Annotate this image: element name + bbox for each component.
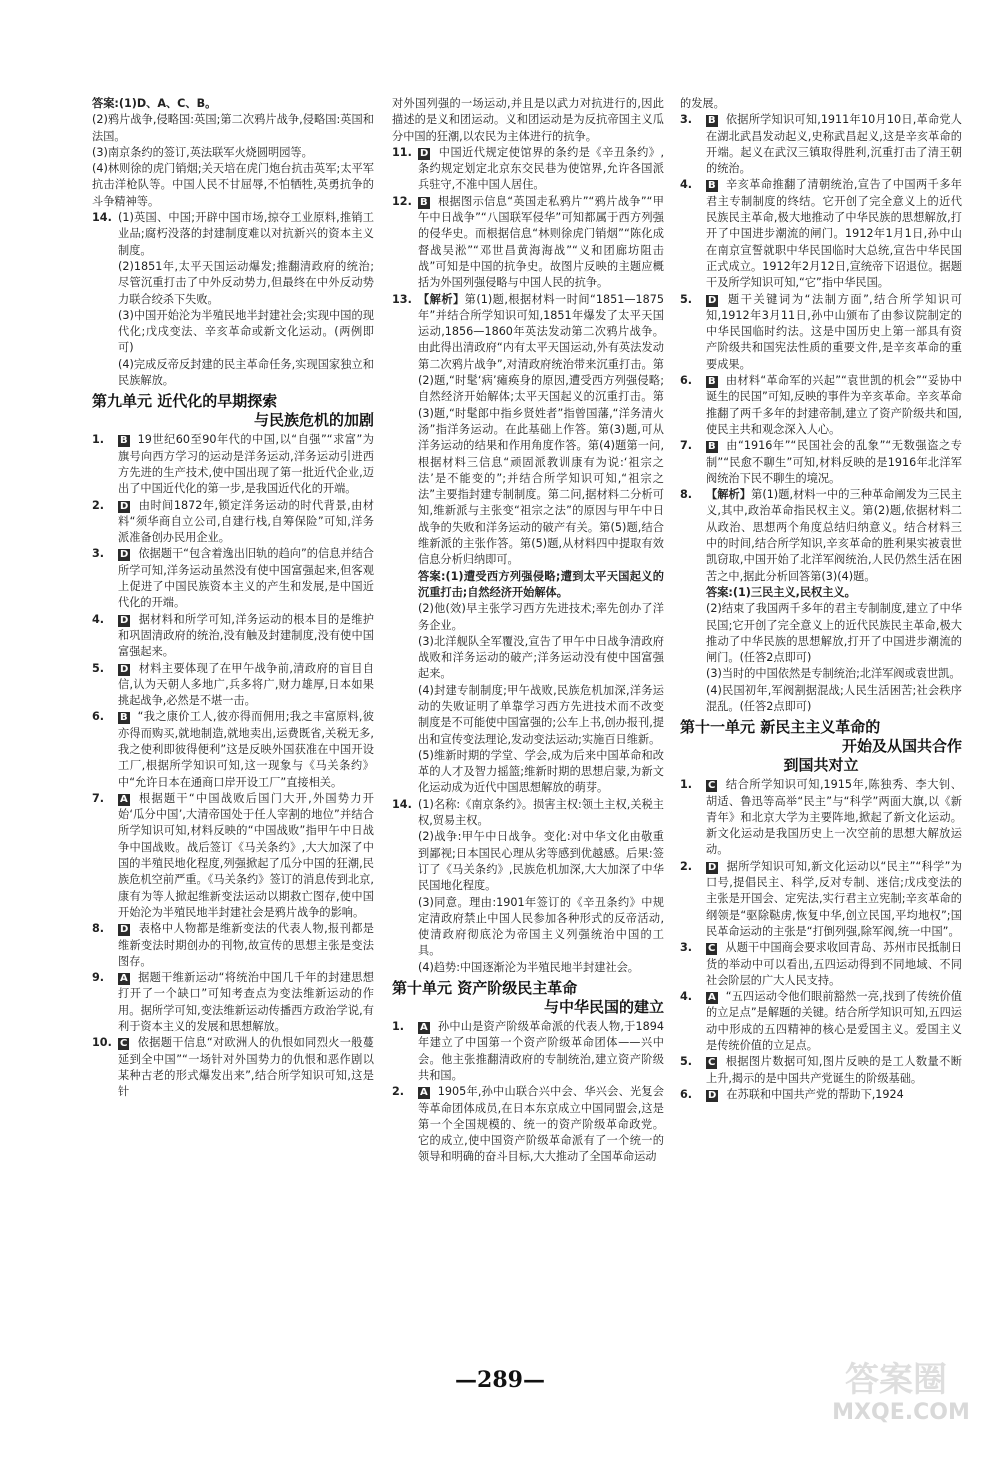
- question-item: [92, 546, 374, 611]
- question-number: 6.: [680, 374, 693, 388]
- question-number: 9.: [92, 971, 105, 985]
- question-item: [92, 498, 374, 547]
- question-item: [392, 1084, 664, 1165]
- answer-explanation: 依据题干信息“对欧洲人的仇恨如同烈火一般蔓延到全中国”“一场针对外国势力的仇恨和恶作剧以某种古老的形式爆发出来”,结合所学知识可知,这是针: [118, 1036, 374, 1099]
- question-number: 11.: [392, 145, 412, 159]
- answer-line: 答案:(1)D、A、C、B。: [92, 97, 217, 110]
- answer-option-badge: B: [120, 712, 128, 724]
- answer-option-badge: D: [708, 294, 717, 306]
- unit-title-line: 与民族危机的加剧: [253, 411, 374, 430]
- answer-option-badge: A: [420, 1022, 428, 1034]
- question-item: [680, 940, 962, 989]
- question-number: 5.: [680, 1055, 693, 1069]
- question-item: [92, 709, 374, 790]
- answer-line: (4)民国初年,军阀割据混战;人民生活困苦;社会秩序混乱。(任答2点即可): [706, 683, 962, 713]
- answer-option-badge: C: [120, 1038, 128, 1050]
- watermark-logo: 答案圈: [845, 1360, 947, 1400]
- answer-line: (2)结束了我国两千多年的君主专制制度,建立了中华民国;它开创了完全意义上的近代民族民主革命,极大推动了中华民族的思想解放,打开了中国进步潮流的闸门。(任答2点即可): [706, 602, 962, 665]
- answer-line: 答案:(1)遭受西方列强侵略;遭到太平天国起义的沉重打击;自然经济开始解体。: [418, 569, 664, 599]
- answer-explanation: 由“1916年”“民国社会的乱象”“无数强盗之专制”“民愈不聊生”可知,材料反映的是1916年北洋军阀统治下民不聊生的境况。: [706, 439, 962, 485]
- answer-option-badge: D: [120, 663, 129, 675]
- answer-explanation: “五四运动令他们眼前豁然一亮,找到了传统价值的立足点”是解题的关键。结合所学知识可知,五四运动中形成的五四精神的核心是爱国主义。爱国主义是传统价值的立足点。: [706, 990, 962, 1053]
- answer-explanation: 据所学知识可知,新文化运动以“民主”“科学”为口号,提倡民主、科学,反对专制、迷信;戊戌变法的主张是开国会、定宪法,实行君主立宪制;辛亥革命的纲领是“驱除鞑虏,恢复中华,创立民国,平均地权”;国民革命运动的主张是“打倒列强,除军阀,统一中国”。: [706, 859, 962, 938]
- question-item: [680, 438, 962, 487]
- answer-option-badge: A: [120, 793, 128, 805]
- answer-line: (3)北洋舰队全军覆没,宣告了甲午中日战争清政府战败和洋务运动的破产;洋务运动没有使中国富强起来。: [418, 634, 664, 681]
- question-number: 3.: [680, 113, 693, 127]
- unit-heading-10: [392, 979, 664, 1017]
- question-item: [92, 661, 374, 710]
- question-number: 3.: [92, 547, 105, 561]
- analysis-tag: 【解析】: [706, 488, 752, 502]
- answer-part: (3)同意。理由:1901年签订的《辛丑条约》中规定清政府禁止中国人民参加各种形式的反帝活动,使清政府彻底沦为帝国主义列强统治中国的工具。: [418, 895, 664, 958]
- question-number: 1.: [92, 433, 105, 447]
- question-13: [392, 292, 664, 797]
- answer-explanation: 中国近代规定使馆界的条约是《辛丑条约》,条约规定划定北京东交民巷为使馆界,允许各国派兵驻守,不准中国人居住。: [418, 145, 664, 192]
- answer-part: (3)中国开始沦为半殖民地半封建社会;实现中国的现代化;戊戌变法、辛亥革命或新文化运动。(两例即可): [118, 308, 374, 355]
- answer-explanation: 19世纪60至90年代的中国,以“自强”“求富”为旗号向西方学习的运动是洋务运动,洋务运动引进西方先进的生产技术,使中国出现了第一批近代企业,迈出了中国近代化的第一步,是我国近代化的开端。: [118, 433, 374, 496]
- unit-title-line: 与中华民国的建立: [543, 998, 664, 1017]
- analysis-text: 第(1)题,材料一中的三种革命阐发为三民主义,其中,政治革命指民权主义。第(2)题,依据材料二从政治、思想两个角度总结归纳意义。结合材料三中的时间,结合所学知识,辛亥革命的胜利果实被袁世凯窃取,中国开始了北洋军阀统治,人民仍然生活在困苦之中,据此分析回答第(3)(4)题。: [706, 488, 962, 583]
- answer-option-badge: C: [708, 1057, 716, 1069]
- question-14: [92, 210, 374, 389]
- question-number: 2.: [392, 1085, 405, 1099]
- answer-option-badge: C: [708, 943, 716, 955]
- answer-option-badge: D: [120, 924, 129, 936]
- question-number: 8.: [680, 488, 693, 502]
- question-item: [392, 1019, 664, 1084]
- answer-option-badge: B: [708, 180, 716, 192]
- question-item: [680, 859, 962, 940]
- answer-part: (4)趋势:中国逐渐沦为半殖民地半封建社会。: [418, 960, 639, 974]
- unit-heading-9: [92, 392, 374, 430]
- question-14: [392, 797, 664, 976]
- answer-explanation: 据题干维新运动“将统治中国几千年的封建思想打开了一个缺口”可知考查点为变法维新运动的作用。据所学可知,变法维新运动传播西方政治学说,有利于资本主义的发展和思想解放。: [118, 971, 374, 1034]
- question-number: 1.: [392, 1020, 405, 1034]
- answer-line: (4)林则徐的虎门销烟;关天培在虎门炮台抗击英军;太平军抗击洋枪队等。中国人民不甘屈辱,不怕牺牲,英勇抗争的斗争精神等。: [92, 162, 374, 208]
- question-number: 5.: [680, 292, 693, 306]
- question-number: 14.: [392, 797, 412, 811]
- question-number: 7.: [92, 791, 105, 805]
- analysis-text: 第(1)题,根据材料一时间“1851—1875年”并结合所学知识可知,1851年爆发了太平天国运动,1856—1860年英法发动第二次鸦片战争。由此得出清政府“内有太平天国运动,外有英法发动第二次鸦片战争”,对清政府统治带来沉重打击。第(2)题,“时髦‘病’瘫痪身的原因,遭受西方列强侵略;自然经济开始解体;太平天国起义的沉重打击。第(3)题,“时髦郎中指乡贤姓者”指曾国藩,“洋务清火汤”指洋务运动。在此基础上作答。第(3)题,可从洋务运动的结果和作用角度作答。第(4)题第一问,根据材料三信息“顽固派教训康有为说:‘祖宗之法’是不能变的”;并结合所学知识可知,“祖宗之法”主要指封建专制制度。第二问,据材料二分析可知,维新派与主张变“祖宗之法”的原因与甲午中日战争的失败和洋务运动的破产有关。第(5)题,结合维新派的主张作答。第(5)题,从材料四中提取有效信息分析归纳即可。: [418, 292, 664, 567]
- answer-option-badge: B: [708, 115, 716, 127]
- analysis-tag: 【解析】: [418, 292, 465, 306]
- answer-explanation: 1905年,孙中山联合兴中会、华兴会、光复会等革命团体成员,在日本东京成立中国同盟会,这是第一个全国规模的、统一的资产阶级革命政党。它的成立,使中国资产阶级革命派有了一个统一的领导和明确的奋斗目标,大大推动了全国革命运动: [418, 1085, 664, 1164]
- answer-block-top: [92, 96, 374, 210]
- question-number: 4.: [680, 990, 693, 1004]
- answer-explanation: 据材料和所学可知,洋务运动的根本目的是维护和巩固清政府的统治,没有触及封建制度,没有使中国富强起来。: [118, 612, 374, 659]
- answer-option-badge: C: [708, 780, 716, 792]
- unit-title-line: 第十单元 资产阶级民主革命: [392, 979, 578, 998]
- answer-option-badge: B: [708, 376, 716, 388]
- question-item: [680, 1087, 962, 1103]
- answer-part: (1)英国、中国;开辟中国市场,掠夺工业原料,推销工业品;腐朽没落的封建制度难以对抗新兴的资本主义制度。: [118, 211, 374, 257]
- answer-option-badge: D: [708, 861, 717, 873]
- answer-option-badge: D: [120, 500, 129, 512]
- question-item: [92, 432, 374, 497]
- question-number: 5.: [92, 661, 105, 675]
- answer-explanation: 由材料“革命军的兴起”“袁世凯的机会”“妥协中诞生的民国”可知,反映的事件为辛亥革命。辛亥革命推翻了两千多年的封建帝制,建立了资产阶级共和国,使民主共和观念深入人心。: [706, 374, 962, 436]
- question-number: 8.: [92, 922, 105, 936]
- question-item: [92, 970, 374, 1035]
- answer-explanation: 辛亥革命推翻了清朝统治,宣告了中国两千多年君主专制制度的终结。它开创了完全意义上的近代民族民主革命,极大地推动了中华民族的思想解放,打开了中国进步潮流的闸门。1912年1月1日,孙中山在南京宣誓就职中华民国临时大总统,宣告中华民国正式成立。1912年2月12日,宣统帝下诏退位。据题干及所学知识可知,“它”指中华民国。: [706, 178, 962, 290]
- answer-explanation: “我之康价工人,彼亦得而佣用;我之丰富原料,彼亦得而购买,就地制造,就地卖出,运费既省,关税无多,我之使利即彼得便利”这是反映外国获准在中国开设工厂,根据所学知识可知,这一现象与《马关条约》中“允许日本在通商口岸开设工厂”直接相关。: [118, 710, 374, 789]
- column-middle: [392, 96, 664, 1166]
- answer-explanation: 题干关键词为“法制方面”,结合所学知识可知,1912年3月11日,孙中山颁布了由参议院制定的中华民国临时约法。这是中国历史上第一部具有资产阶级共和国宪法性质的重要文件,是辛亥革命的重要成果。: [706, 292, 962, 371]
- answer-part: (1)名称:《南京条约》。损害主权:领土主权,关税主权,贸易主权。: [418, 797, 664, 828]
- column-left: [92, 96, 374, 1101]
- answer-line: (2)他(效)早主张学习西方先进技术;率先创办了洋务企业。: [418, 602, 664, 632]
- answer-explanation: 依据所学知识可知,1911年10月10日,革命党人在湖北武昌发动起义,史称武昌起义,这是辛亥革命的开端。起义在武汉三镇取得胜利,沉重打击了清王朝的统治。: [706, 113, 962, 176]
- unit-heading-11: [680, 718, 962, 775]
- question-item: [680, 989, 962, 1054]
- continued-text: 的发展。: [680, 97, 725, 110]
- question-item: [680, 292, 962, 373]
- question-number: 12.: [392, 194, 412, 208]
- unit-title-line: 到国共对立: [783, 756, 859, 775]
- unit-title-line: 开始及从国共合作: [841, 737, 962, 756]
- question-number: 13.: [392, 292, 412, 306]
- answer-explanation: 根据图示信息“英国走私鸦片”“鸦片战争”“甲午中日战争”“八国联军侵华”可知都属于西方列强的侵华史。而根据信息“林则徐虎门销烟”“陈化成督战吴淞”“邓世昌黄海海战”“义和团廊坊阻击战”可知是中国的抗争史。故图片反映的主题应概括为外国列强侵略与中国人民的抗争。: [418, 194, 664, 290]
- answer-explanation: 依据题干“包含着逸出旧轨的趋向”的信息并结合所学可知,洋务运动虽然没有使中国富强起来,但客观上促进了中国民族资本主义的产生和发展,是中国近代化的开端。: [118, 547, 374, 610]
- answer-option-badge: A: [120, 973, 128, 985]
- question-number: 2.: [680, 859, 693, 873]
- question-number: 3.: [680, 941, 693, 955]
- unit-title-line: 第九单元 近代化的早期探索: [92, 392, 278, 411]
- question-item: [680, 177, 962, 291]
- answer-explanation: 孙中山是资产阶级革命派的代表人物,于1894年建立了中国第一个资产阶级革命团体——兴中会。他主张推翻清政府的专制统治,建立资产阶级共和国。: [418, 1020, 664, 1082]
- question-8: [680, 487, 962, 715]
- question-item: [680, 1054, 962, 1087]
- question-item: [92, 612, 374, 661]
- continued-text: 对外国列强的一场运动,并且是以武力对抗进行的,因此描述的是义和团运动。义和团运动是为反抗帝国主义瓜分中国的狂潮,以农民为主体进行的抗争。: [392, 97, 664, 143]
- question-item: [680, 777, 962, 858]
- question-number: 4.: [92, 612, 105, 626]
- question-number: 7.: [680, 439, 693, 453]
- watermark-text: MXQE.COM: [832, 1400, 970, 1425]
- question-number: 10.: [92, 1036, 112, 1050]
- answer-option-badge: B: [420, 196, 428, 208]
- question-item: [392, 194, 664, 292]
- question-item: [92, 791, 374, 921]
- answer-line: 答案:(1)三民主义,民权主义。: [706, 585, 856, 599]
- question-item: [92, 1035, 374, 1100]
- question-item: [680, 373, 962, 438]
- answer-line: (2)鸦片战争,侵略国:英国;第二次鸦片战争,侵略国:英国和法国。: [92, 113, 374, 143]
- page-number: —289—: [455, 1367, 545, 1393]
- answer-explanation: 根据图片数据可知,图片反映的是工人数量不断上升,揭示的是中国共产党诞生的阶级基础。: [706, 1055, 962, 1085]
- answer-option-badge: D: [120, 614, 129, 626]
- answer-explanation: 根据题干“中国战败后国门大开,外国势力开始‘瓜分中国’,大清帝国处于任人宰割的地位”并结合所学知识可知,材料反映的“中国战败”指甲午中日战争中国战败。战后签订《马关条约》,大大加深了中国的半殖民地化程度,列强掀起了瓜分中国的狂潮,民族危机空前严重。《马关条约》签订的消息传到北京,康有为等人掀起维新变法运动以期救亡图存,使中国开始沦为半殖民地半封建社会是鸦片战争的影响。: [118, 791, 374, 919]
- answer-option-badge: A: [708, 992, 716, 1004]
- answer-option-badge: A: [420, 1087, 428, 1099]
- answer-option-badge: B: [120, 435, 128, 447]
- answer-line: (3)南京条约的签订,英法联军火烧圆明园等。: [92, 145, 313, 159]
- answer-part: (4)完成反帝反封建的民主革命任务,实现国家独立和民族解放。: [118, 357, 374, 388]
- answer-option-badge: D: [120, 549, 129, 561]
- column-right: [680, 96, 962, 1103]
- answer-option-badge: D: [708, 1089, 717, 1101]
- answer-explanation: 材料主要体现了在甲午战争前,清政府的盲目自信,认为天朝人多地广,兵多将广,财力雄厚,日本如果挑起战争,必然是不堪一击。: [118, 661, 374, 708]
- answer-option-badge: B: [708, 441, 716, 453]
- question-item: [92, 921, 374, 970]
- question-number: 6.: [680, 1087, 693, 1101]
- answer-explanation: 在苏联和中国共产党的帮助下,1924: [726, 1087, 904, 1101]
- answer-explanation: 从题干中国商会要求收回青岛、苏州市民抵制日货的举动中可以看出,五四运动得到不同地域、不同社会阶层的广大人民支持。: [706, 941, 962, 987]
- question-number: 6.: [92, 710, 105, 724]
- question-number: 14.: [92, 211, 112, 225]
- question-number: 2.: [92, 498, 105, 512]
- answer-part: (2)1851年,太平天国运动爆发;推翻清政府的统治;尽管沉重打击了中外反动势力,但最终在中外反动势力联合绞杀下失败。: [118, 259, 374, 306]
- answer-option-badge: D: [420, 147, 429, 159]
- question-item: [392, 145, 664, 194]
- answer-part: (2)战争:甲午中日战争。变化:对中华文化由敬重到鄙视;日本国民心理从劣等感到优越感。后果:签订了《马关条约》,民族危机加深,大大加深了中华民国地化程度。: [418, 830, 664, 893]
- answer-explanation: 表格中人物都是维新变法的代表人物,报刊都是维新变法时期创办的刊物,故宣传的思想主张是变法图存。: [118, 922, 374, 968]
- question-item: [680, 112, 962, 177]
- answer-line: (3)当时的中国依然是专制统治;北洋军阀或袁世凯。: [706, 667, 961, 681]
- question-number: 4.: [680, 178, 693, 192]
- unit-title-line: 第十一单元 新民主主义革命的: [680, 718, 881, 737]
- question-number: 1.: [680, 778, 693, 792]
- answer-explanation: 由时间1872年,锁定洋务运动的时代背景,由材料“须华商自立公司,自建行栈,自筹保险”可知,洋务派准备创办民用企业。: [118, 498, 374, 545]
- answer-line: (5)维新时期的学堂、学会,成为后来中国革命和改革的人才及智力摇篮;维新时期的思想启蒙,为新文化运动成为近代中国思想解放的萌芽。: [418, 748, 664, 795]
- answer-explanation: 结合所学知识可知,1915年,陈独秀、李大钊、胡适、鲁迅等高举“民主”与“科学”两面大旗,以《新青年》和北京大学为主要阵地,掀起了新文化运动。新文化运动是我国历史上一次空前的思想大解放运动。: [706, 778, 962, 857]
- answer-line: (4)封建专制制度;甲午战败,民族危机加深,洋务运动的失败证明了单靠学习西方先进技术而不改变制度是不可能使中国富强的;公车上书,创办报刊,提出和宣传变法理论,发动变法运动;实施百日维新。: [418, 683, 664, 746]
